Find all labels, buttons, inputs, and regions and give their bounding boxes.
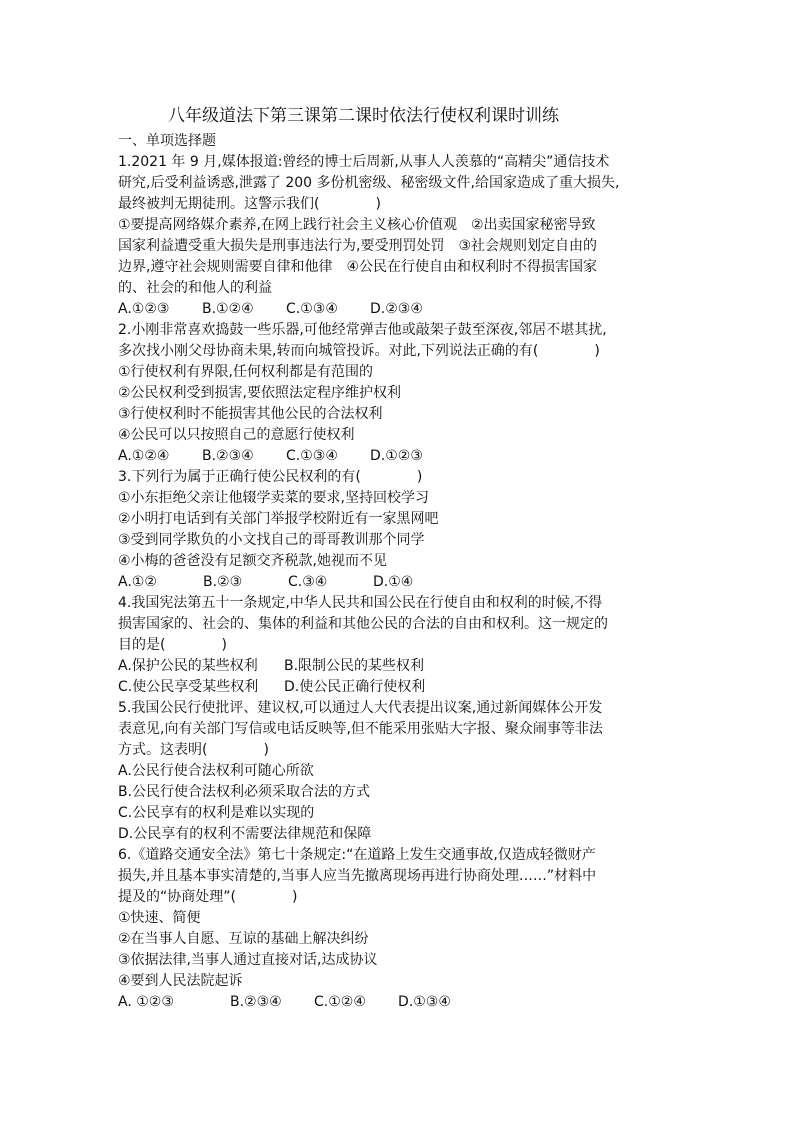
question-3-line: ③受到同学欺负的小文找自己的哥哥教训那个同学 bbox=[118, 532, 425, 548]
option-b: B.②③④ bbox=[202, 448, 254, 464]
question-4-line: 4.我国宪法第五十一条规定,中华人民共和国公民在行使自由和权利的时候,不得 bbox=[118, 595, 603, 611]
option-c: C.①③④ bbox=[286, 448, 338, 464]
worksheet-page bbox=[118, 104, 678, 1013]
question-1 bbox=[118, 152, 678, 320]
question-3-line: 3.下列行为属于正确行使公民权利的有( ) bbox=[118, 469, 423, 485]
option-a: A.①② bbox=[118, 574, 157, 590]
option-b: B.①②④ bbox=[202, 301, 254, 317]
option-a: A.保护公民的某些权利 bbox=[118, 658, 258, 674]
question-5-line: 表意见,向有关部门写信或电话反映等,但不能采用张贴大字报、聚众闹事等非法 bbox=[118, 721, 603, 737]
option-c: C.①②④ bbox=[314, 994, 366, 1010]
option-d: D.①③④ bbox=[398, 994, 451, 1010]
question-3-line: ④小梅的爸爸没有足额交齐税款,她视而不见 bbox=[118, 553, 387, 569]
question-6-line: 损失,并且基本事实清楚的,当事人应当先撤离现场再进行协商处理……”材料中 bbox=[118, 868, 597, 884]
option-a: A.①②④ bbox=[118, 448, 170, 464]
question-4-options-row-1 bbox=[118, 656, 678, 677]
question-5-line: 5.我国公民行使批评、建议权,可以通过人大代表提出议案,通过新闻媒体公开发 bbox=[118, 700, 603, 716]
question-6-line: 6.《道路交通安全法》第七十条规定:“在道路上发生交通事故,仅造成轻微财产 bbox=[118, 847, 596, 863]
question-1-line: ①要提高网络媒介素养,在网上践行社会主义核心价值观 ②出卖国家秘密导致 bbox=[118, 217, 596, 233]
question-1-line: 的、社会的和他人的利益 bbox=[118, 280, 272, 296]
question-4-options-row-2 bbox=[118, 677, 678, 698]
question-6-line: ③依据法律,当事人通过直接对话,达成协议 bbox=[118, 952, 378, 968]
question-3-options bbox=[118, 572, 678, 593]
option-b: B.限制公民的某些权利 bbox=[284, 658, 425, 674]
option-a: A. ①②③ bbox=[118, 994, 174, 1010]
option-a: A.公民行使合法权利可随心所欲 bbox=[118, 763, 314, 779]
question-4 bbox=[118, 593, 678, 698]
question-6-line: ④要到人民法院起诉 bbox=[118, 973, 243, 989]
section-heading: 一、单项选择题 bbox=[118, 133, 216, 149]
question-2-line: ①行使权利有界限,任何权利都是有范围的 bbox=[118, 364, 373, 380]
option-a: A.①②③ bbox=[118, 301, 170, 317]
question-2-line: ④公民可以只按照自己的意愿行使权利 bbox=[118, 427, 355, 443]
worksheet-title: 八年级道法下第三课第二课时依法行使权利课时训练 bbox=[168, 106, 559, 126]
question-1-line: 边界,遵守社会规则需要自律和他律 ④公民在行使自由和权利时不得损害国家 bbox=[118, 259, 597, 275]
question-3-line: ②小明打电话到有关部门举报学校附近有一家黑网吧 bbox=[118, 511, 439, 527]
option-c: C.①③④ bbox=[286, 301, 338, 317]
question-6-options bbox=[118, 992, 678, 1013]
option-b: B.②③④ bbox=[230, 994, 282, 1010]
question-6-line: 提及的“协商处理”( ) bbox=[118, 889, 298, 905]
option-c: C.公民享有的权利是难以实现的 bbox=[118, 805, 315, 821]
question-5 bbox=[118, 698, 678, 845]
question-1-line: 最终被判无期徒刑。这警示我们( ) bbox=[118, 196, 381, 212]
option-b: B.公民行使合法权利必须采取合法的方式 bbox=[118, 784, 371, 800]
question-2-options bbox=[118, 446, 678, 467]
question-3-line: ①小东拒绝父亲让他辍学卖菜的要求,坚持回校学习 bbox=[118, 490, 429, 506]
option-d: D.公民享有的权利不需要法律规范和保障 bbox=[118, 826, 372, 842]
question-2-line: 2.小刚非常喜欢捣鼓一些乐器,可他经常弹吉他或敲架子鼓至深夜,邻居不堪其扰, bbox=[118, 322, 607, 338]
question-2-line: 多次找小刚父母协商未果,转而向城管投诉。对此,下列说法正确的有( ) bbox=[118, 343, 600, 359]
option-c: C.使公民享受某些权利 bbox=[118, 679, 259, 695]
question-4-line: 目的是( ) bbox=[118, 637, 227, 653]
question-1-line: 国家利益遭受重大损失是刑事违法行为,要受刑罚处罚 ③社会规则划定自由的 bbox=[118, 238, 597, 254]
option-b: B.②③ bbox=[203, 574, 243, 590]
question-4-line: 损害国家的、社会的、集体的利益和其他公民的合法的自由和权利。这一规定的 bbox=[118, 616, 608, 632]
option-d: D.①②③ bbox=[370, 448, 423, 464]
question-1-line: 研究,后受利益诱惑,泄露了 200 多份机密级、秘密级文件,给国家造成了重大损失, bbox=[118, 175, 620, 191]
question-1-options bbox=[118, 299, 678, 320]
question-3 bbox=[118, 467, 678, 593]
option-d: D.①④ bbox=[373, 574, 414, 590]
question-6-line: ②在当事人自愿、互谅的基础上解决纠纷 bbox=[118, 931, 369, 947]
question-6-line: ①快速、简便 bbox=[118, 910, 201, 926]
question-2 bbox=[118, 320, 678, 467]
option-c: C.③④ bbox=[288, 574, 328, 590]
option-d: D.②③④ bbox=[370, 301, 423, 317]
question-6 bbox=[118, 845, 678, 1013]
question-2-line: ②公民权利受到损害,要依照法定程序维护权利 bbox=[118, 385, 401, 401]
question-5-line: 方式。这表明( ) bbox=[118, 742, 269, 758]
question-2-line: ③行使权利时不能损害其他公民的合法权利 bbox=[118, 406, 383, 422]
question-1-line: 1.2021 年 9 月,媒体报道:曾经的博士后周新,从事人人羡慕的“高精尖”通信技术 bbox=[118, 154, 610, 170]
option-d: D.使公民正确行使权利 bbox=[284, 679, 426, 695]
